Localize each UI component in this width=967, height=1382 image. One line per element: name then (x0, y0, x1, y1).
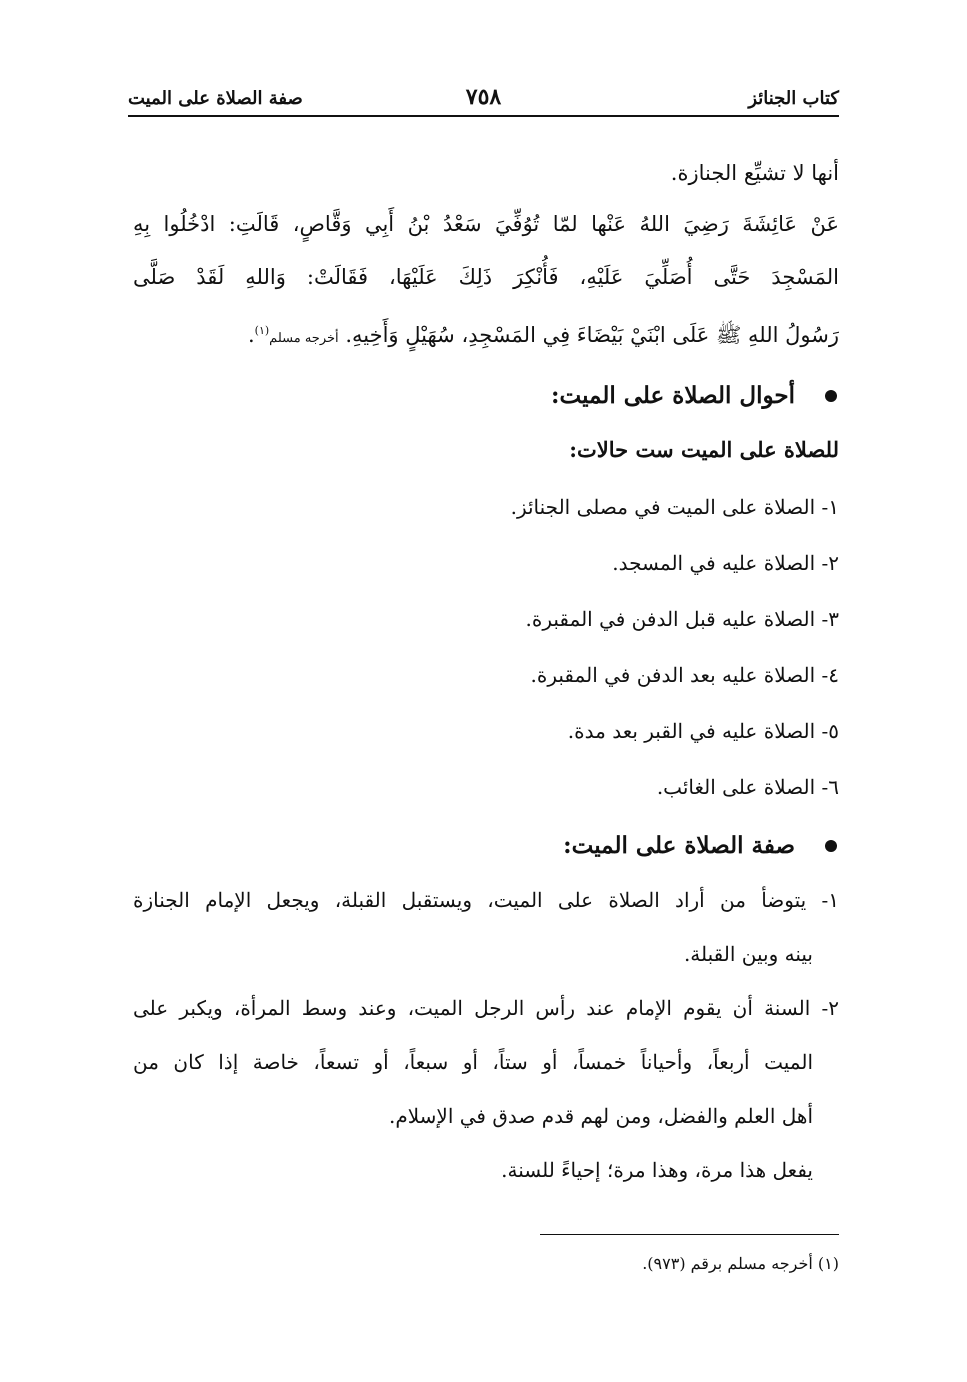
footnote: (١) أخرجه مسلم برقم (٩٧٣). (642, 1254, 839, 1273)
list-item: ٦- الصلاة على الغائب. (656, 775, 839, 799)
paragraph-1-line-2: بينه وبين القبلة. (683, 942, 813, 966)
hadith-line-2: المَسْجِدَ حَتَّى أُصَلِّيَ عَلَيْهِ، فَأُنْكِرَ ذَلِكَ عَلَيْهَا، فَقَالَتْ: وَاللهِ لَقَدْ صَلَّى (133, 265, 839, 289)
running-header (128, 82, 839, 116)
section-heading-2-text: صفة الصلاة على الميت: (563, 832, 795, 859)
section-heading-1 (133, 369, 839, 423)
section-title: صفة الصلاة على الميت (128, 88, 303, 109)
intro-line: أنها لا تشيِّع الجنازة. (670, 161, 839, 185)
citation-end-mark: . (247, 323, 255, 347)
subheading: للصلاة على الميت ست حالات: (569, 437, 839, 462)
list-item: ٤- الصلاة عليه بعد الدفن في المقبرة. (530, 663, 839, 687)
page-number: ٧٥٨ (465, 84, 502, 110)
paragraph-2-line-2: الميت أربعاً، وأحياناً خمساً، أو ستاً، أو سبعاً، أو تسعاً، خاصة إذا كان من (133, 1050, 813, 1074)
list-item: ١- الصلاة على الميت في مصلى الجنائز. (510, 495, 839, 519)
hadith-citation: أخرجه مسلم (269, 331, 339, 346)
section-heading-1-text: أحوال الصلاة على الميت: (551, 382, 795, 409)
section-heading-2 (133, 819, 839, 873)
hadith-text (133, 198, 839, 365)
cases-list (133, 479, 839, 815)
bullet-icon (825, 840, 837, 852)
hadith-line-3-text: رَسُولُ اللهِ ﷺ عَلَى ابْنَيْ بَيْضَاءَ فِي المَسْجِدِ، سُهَيْلٍ وَأَخِيهِ. (345, 323, 839, 347)
paragraph-2-line-3: أهل العلم والفضل، ومن لهم قدم صدق في الإسلام. (389, 1104, 813, 1128)
list-item: ٥- الصلاة عليه في القبر بعد مدة. (567, 719, 839, 743)
footnote-rule (540, 1234, 839, 1235)
hadith-line-1: عَنْ عَائِشَةَ رَضِيَ اللهُ عَنْها لمّا تُوُفِّيَ سَعْدُ بْنُ أَبِي وَقَّاصٍ، قَالَتِ: ادْخُلُوا بِهِ (133, 212, 839, 236)
list-item: ٢- الصلاة عليه في المسجد. (612, 551, 839, 575)
paragraph-2-line-4: يفعل هذا مرة، وهذا مرة؛ إحياءً للسنة. (501, 1158, 813, 1182)
header-rule (128, 115, 839, 117)
page-body (133, 148, 839, 1197)
paragraph-2-line-1: ٢- السنة أن يقوم الإمام عند رأس الرجل الميت، وعند وسط المرأة، ويكبر على (133, 996, 839, 1020)
book-title: كتاب الجنائز (748, 88, 839, 109)
paragraph-1 (133, 873, 839, 981)
paragraph-2 (133, 981, 839, 1197)
paragraph-1-line-1: ١- يتوضأ من أراد الصلاة على الميت، ويستقبل القبلة، ويجعل الإمام الجنازة (133, 888, 839, 912)
bullet-icon (825, 390, 837, 402)
footnote-marker: (١) (254, 324, 270, 337)
list-item: ٣- الصلاة عليه قبل الدفن في المقبرة. (525, 607, 839, 631)
hadith-line-3 (133, 304, 839, 365)
